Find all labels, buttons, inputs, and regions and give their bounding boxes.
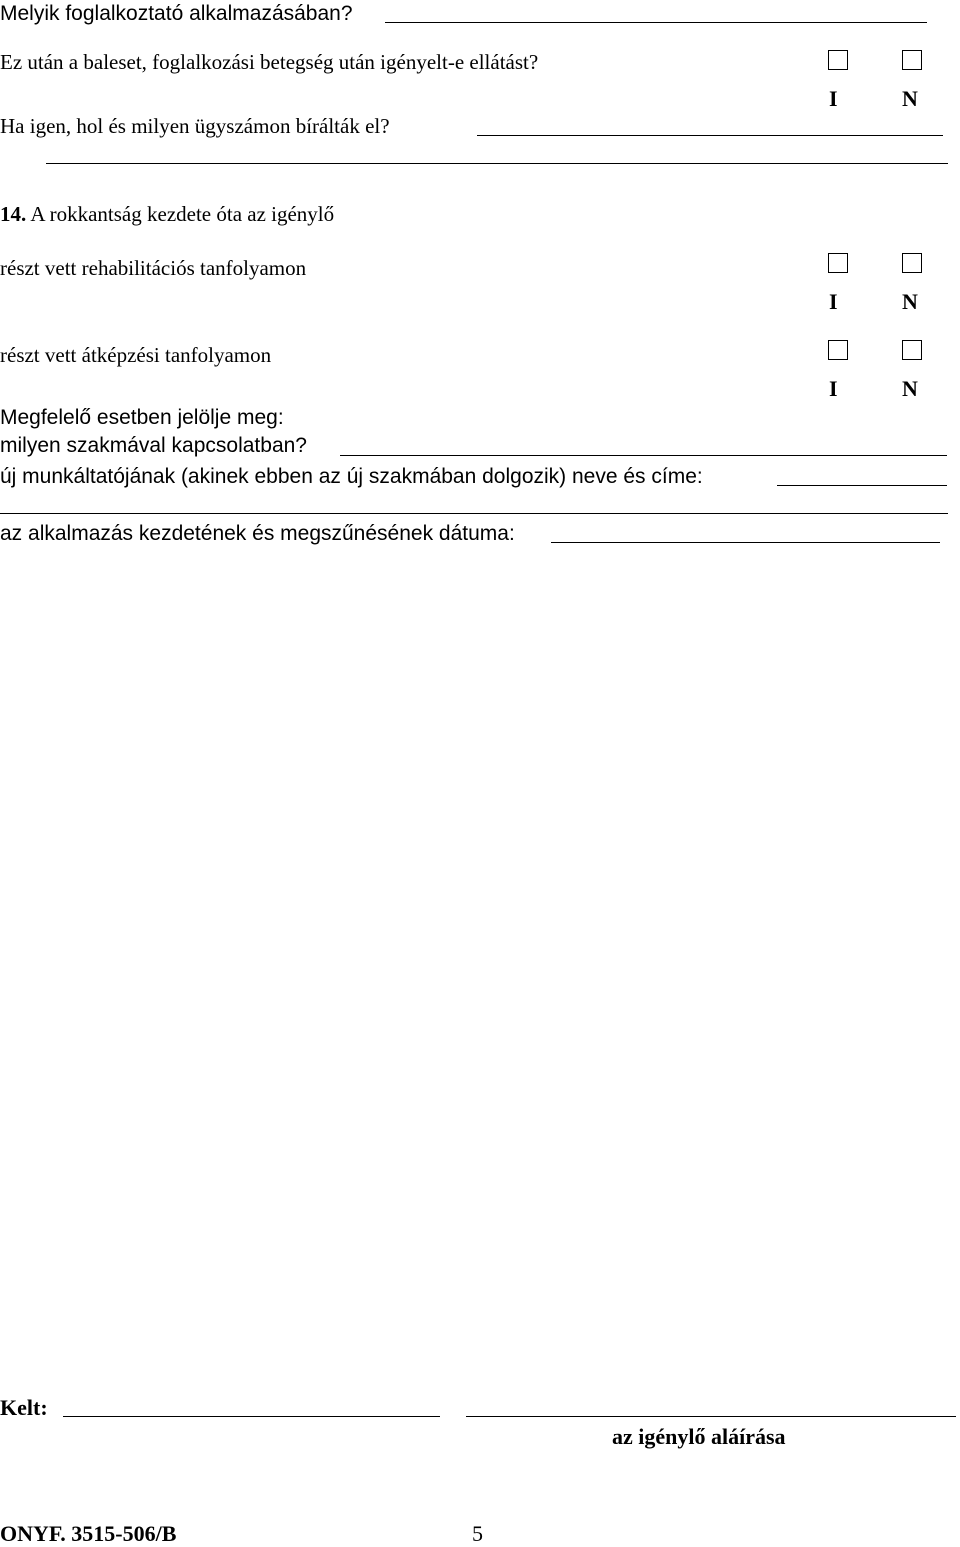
signature-field[interactable] [466, 1416, 956, 1417]
retraining-no-label: N [902, 376, 918, 401]
rehab-no-label: N [902, 289, 918, 314]
section-14-number: 14. [0, 202, 27, 226]
rehab-no-checkbox[interactable] [902, 253, 922, 273]
page-number: 5 [472, 1521, 483, 1546]
accident-claim-yes-checkbox[interactable] [828, 50, 848, 70]
signature-label: az igénylő aláírása [612, 1424, 786, 1449]
section-14-title: A rokkantság kezdete óta az igénylő [30, 202, 335, 226]
section-14-heading [0, 204, 334, 225]
accident-claim-no-label: N [902, 86, 918, 111]
rehab-course-question: részt vett rehabilitációs tanfolyamon [0, 256, 307, 280]
form-code: ONYF. 3515-506/B [0, 1521, 177, 1546]
place-date-field[interactable] [63, 1416, 440, 1417]
rehab-yes-label: I [829, 289, 838, 314]
profession-field[interactable] [340, 455, 947, 456]
mark-instruction: Megfelelő esetben jelölje meg: [0, 406, 284, 429]
place-date-label: Kelt: [0, 1395, 48, 1420]
rehab-yes-checkbox[interactable] [828, 253, 848, 273]
accident-claim-no-checkbox[interactable] [902, 50, 922, 70]
new-employer-question: új munkáltatójának (akinek ebben az új szakmában dolgozik) neve és címe: [0, 465, 703, 488]
employment-dates-question: az alkalmazás kezdetének és megszűnésének dátuma: [0, 522, 515, 545]
case-number-field[interactable] [477, 135, 943, 136]
retraining-yes-checkbox[interactable] [828, 340, 848, 360]
case-number-field-line2[interactable] [46, 163, 948, 164]
retraining-course-question: részt vett átképzési tanfolyamon [0, 343, 272, 367]
employer-question: Melyik foglalkoztató alkalmazásában? [0, 2, 353, 25]
accident-claim-question: Ez után a baleset, foglalkozási betegség után igényelt-e ellátást? [0, 50, 539, 74]
accident-claim-yes-label: I [829, 86, 838, 111]
new-employer-field-line2[interactable] [0, 513, 948, 514]
employment-dates-field[interactable] [551, 542, 940, 543]
new-employer-field[interactable] [777, 485, 947, 486]
retraining-no-checkbox[interactable] [902, 340, 922, 360]
retraining-yes-label: I [829, 376, 838, 401]
profession-question: milyen szakmával kapcsolatban? [0, 434, 307, 457]
employer-field[interactable] [385, 22, 927, 23]
case-number-question: Ha igen, hol és milyen ügyszámon bírálták el? [0, 114, 390, 138]
